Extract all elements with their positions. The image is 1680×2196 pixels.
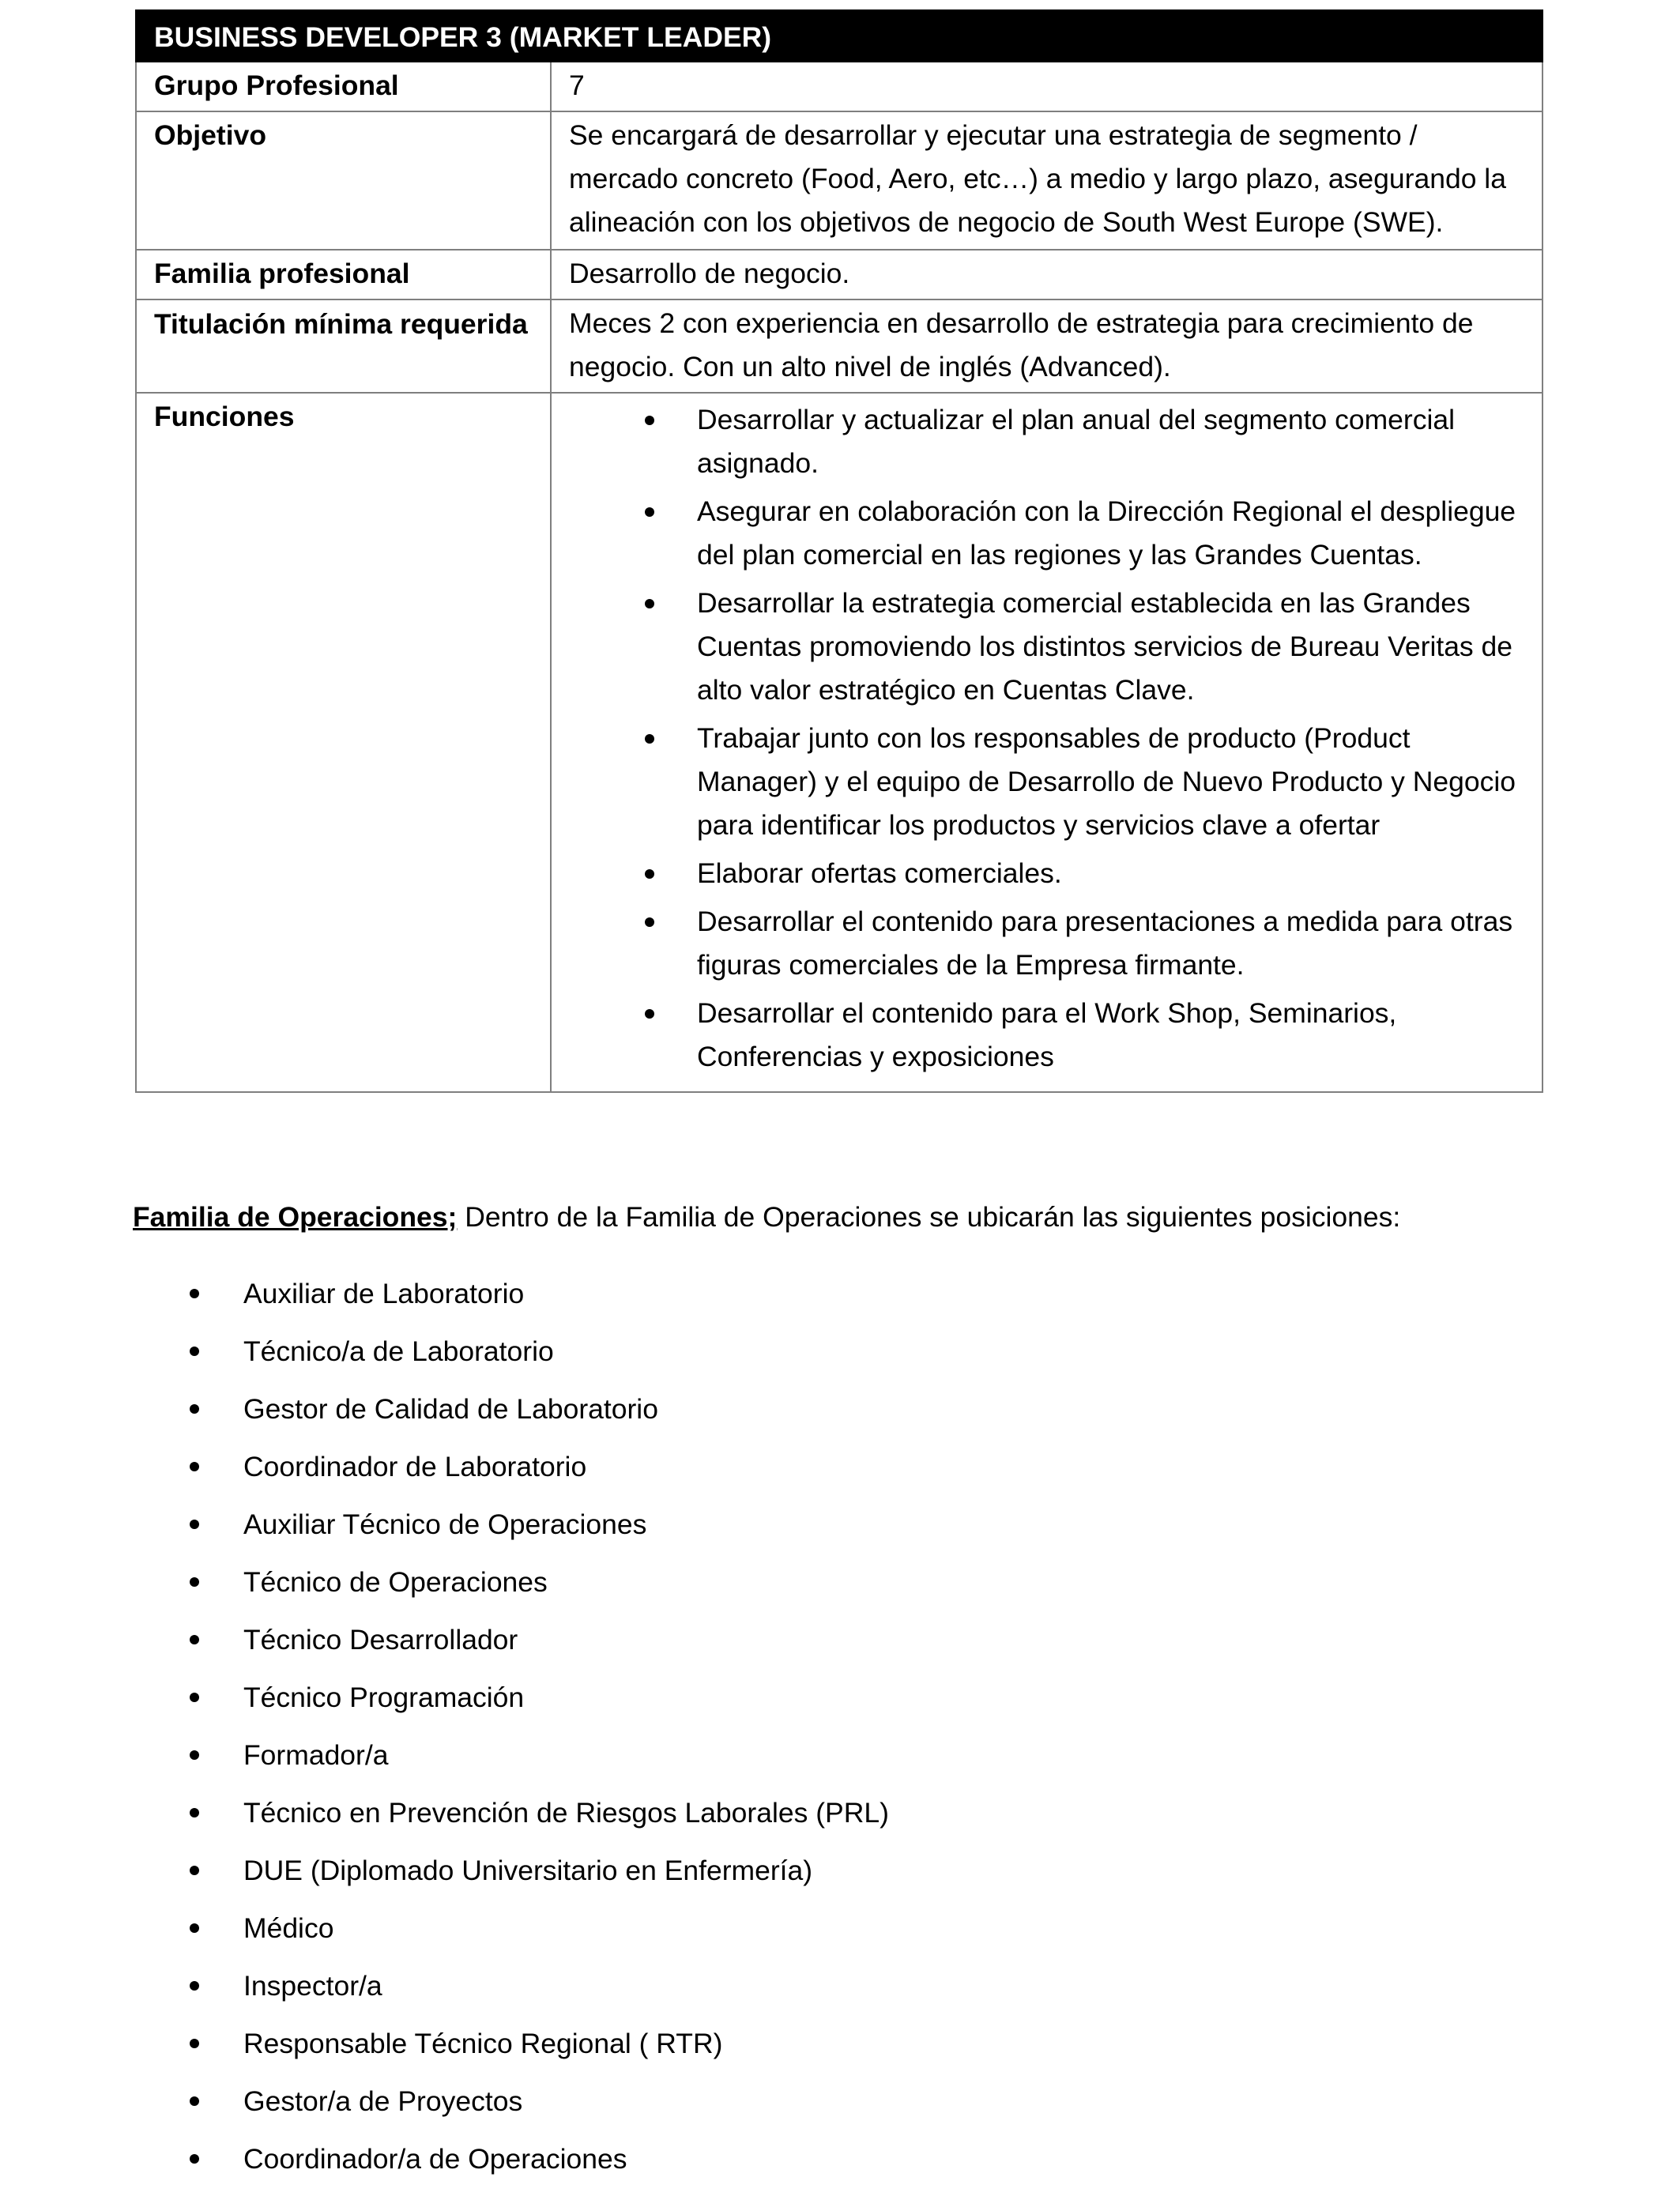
list-item xyxy=(569,717,1526,847)
list-item-text: Inspector/a xyxy=(243,1970,382,2002)
table-row xyxy=(136,299,1543,393)
table-header-row xyxy=(136,10,1543,62)
list-item xyxy=(133,1446,889,1504)
list-item xyxy=(133,1908,889,1965)
list-item-text: Desarrollar y actualizar el plan anual del segmento comercial asignado. xyxy=(697,404,1455,479)
row-value-titulacion: Meces 2 con experiencia en desarrollo de estrategia para crecimiento de negocio. Con un alto nivel de inglés (Advanced). xyxy=(551,299,1543,393)
list-item-text: Gestor/a de Proyectos xyxy=(243,2085,523,2117)
bullet-icon xyxy=(190,1693,199,1702)
table-row xyxy=(136,62,1543,111)
list-item-text: Asegurar en colaboración con la Dirección Regional el despliegue del plan comercial en las regiones y las Grandes Cuentas. xyxy=(697,495,1516,571)
bullet-icon xyxy=(190,1750,199,1760)
bullet-icon xyxy=(645,917,654,927)
list-item xyxy=(133,1735,889,1792)
list-item-text: Auxiliar de Laboratorio xyxy=(243,1278,525,1309)
list-item xyxy=(133,1331,889,1388)
bullet-icon xyxy=(190,1923,199,1933)
list-item-text: Técnico de Operaciones xyxy=(243,1566,548,1598)
bullet-icon xyxy=(190,1404,199,1414)
list-item xyxy=(569,398,1526,485)
list-item-text: Auxiliar Técnico de Operaciones xyxy=(243,1509,647,1540)
list-item-text: Técnico en Prevención de Riesgos Laborales (PRL) xyxy=(243,1797,889,1829)
bullet-icon xyxy=(190,1289,199,1298)
table-row xyxy=(136,250,1543,299)
list-item-text: Responsable Técnico Regional ( RTR) xyxy=(243,2028,723,2059)
bullet-icon xyxy=(190,1347,199,1356)
list-item xyxy=(569,852,1526,895)
list-item-text: Técnico/a de Laboratorio xyxy=(243,1335,554,1367)
list-item xyxy=(133,2023,889,2081)
positions-list xyxy=(133,1273,889,2196)
row-label-familia: Familia profesional xyxy=(136,250,551,299)
row-value-grupo: 7 xyxy=(551,62,1543,111)
bullet-icon xyxy=(190,1808,199,1817)
list-item xyxy=(133,1388,889,1446)
list-item-text: Desarrollar el contenido para el Work Shop, Seminarios, Conferencias y exposiciones xyxy=(697,997,1397,1072)
list-item xyxy=(569,992,1526,1079)
list-item xyxy=(133,1619,889,1677)
list-item-text: Trabajar junto con los responsables de producto (Product Manager) y el equipo de Desarrollo de Nuevo Producto y Negocio para identificar los productos y servicios clave a ofertar xyxy=(697,722,1516,841)
list-item xyxy=(133,1677,889,1735)
list-item-text: Formador/a xyxy=(243,1739,389,1771)
table-row xyxy=(136,111,1543,250)
bullet-icon xyxy=(190,2154,199,2164)
list-item xyxy=(133,1561,889,1619)
family-intro-text: Dentro de la Familia de Operaciones se ubicarán las siguientes posiciones: xyxy=(457,1201,1401,1233)
bullet-icon xyxy=(190,1577,199,1587)
list-item xyxy=(569,582,1526,712)
bullet-icon xyxy=(190,1635,199,1644)
row-label-objetivo: Objetivo xyxy=(136,111,551,250)
bullet-icon xyxy=(645,507,654,517)
list-item-text: DUE (Diplomado Universitario en Enfermería) xyxy=(243,1855,813,1886)
bullet-icon xyxy=(645,869,654,879)
list-item xyxy=(133,2081,889,2138)
list-item-text: Coordinador/a de Operaciones xyxy=(243,2143,627,2175)
functions-list xyxy=(569,398,1526,1088)
bullet-icon xyxy=(190,1866,199,1875)
bullet-icon xyxy=(190,2096,199,2106)
list-item xyxy=(569,900,1526,987)
row-value-funciones xyxy=(551,393,1543,1092)
list-item xyxy=(133,1792,889,1850)
family-title: Familia de Operaciones; xyxy=(133,1201,458,1233)
row-label-titulacion: Titulación mínima requerida xyxy=(136,299,551,393)
list-item xyxy=(569,490,1526,577)
list-item-text: Médico xyxy=(243,1912,334,1944)
row-label-grupo: Grupo Profesional xyxy=(136,62,551,111)
list-item xyxy=(133,1850,889,1908)
row-value-objetivo: Se encargará de desarrollar y ejecutar una estrategia de segmento / mercado concreto (Food, Aero, etc…) a medio y largo plazo, asegurando la alineación con los objetivos de negocio de South West Europe (SWE). xyxy=(551,111,1543,250)
job-description-table xyxy=(135,9,1543,1093)
row-label-funciones: Funciones xyxy=(136,393,551,1092)
bullet-icon xyxy=(645,734,654,744)
bullet-icon xyxy=(645,416,654,425)
list-item-text: Elaborar ofertas comerciales. xyxy=(697,857,1062,889)
bullet-icon xyxy=(645,599,654,608)
row-value-familia: Desarrollo de negocio. xyxy=(551,250,1543,299)
list-item-text: Gestor de Calidad de Laboratorio xyxy=(243,1393,658,1425)
bullet-icon xyxy=(190,1981,199,1991)
list-item xyxy=(133,2138,889,2196)
bullet-icon xyxy=(190,2039,199,2048)
list-item xyxy=(133,1965,889,2023)
list-item-text: Desarrollar la estrategia comercial establecida en las Grandes Cuentas promoviendo los distintos servicios de Bureau Veritas de alto valor estratégico en Cuentas Clave. xyxy=(697,587,1513,706)
table-title: BUSINESS DEVELOPER 3 (MARKET LEADER) xyxy=(136,10,1543,62)
bullet-icon xyxy=(190,1520,199,1529)
list-item-text: Técnico Desarrollador xyxy=(243,1624,518,1655)
table-row xyxy=(136,393,1543,1092)
list-item-text: Técnico Programación xyxy=(243,1682,525,1713)
list-item-text: Coordinador de Laboratorio xyxy=(243,1451,587,1482)
list-item xyxy=(133,1504,889,1561)
bullet-icon xyxy=(645,1009,654,1019)
list-item-text: Desarrollar el contenido para presentaciones a medida para otras figuras comerciales de la Empresa firmante. xyxy=(697,906,1513,981)
bullet-icon xyxy=(190,1462,199,1471)
family-intro xyxy=(133,1196,1400,1237)
list-item xyxy=(133,1273,889,1331)
